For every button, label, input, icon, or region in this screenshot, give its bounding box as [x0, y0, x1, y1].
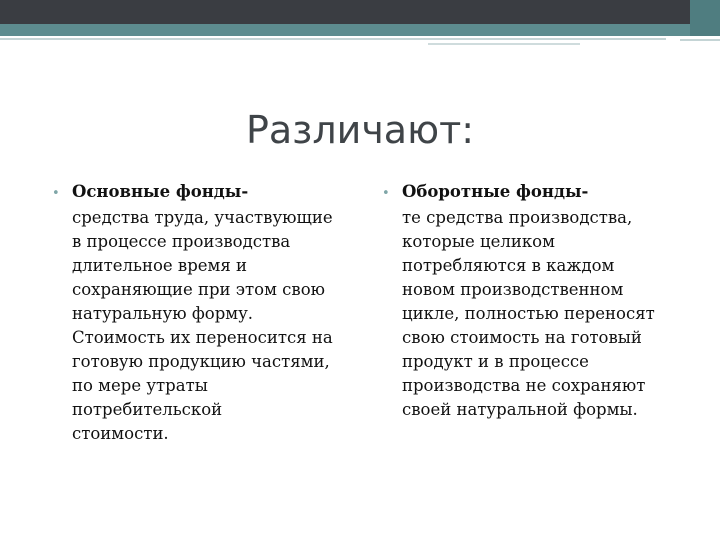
decorative-line: [680, 39, 720, 41]
teal-corner-block: [690, 0, 720, 36]
bullet-heading: Оборотные фонды-: [402, 182, 589, 201]
bullet-icon: •: [52, 186, 60, 201]
bullet-body: средства труда, участвующие в процессе производства длительное время и сохраняющие при этом свою натуральную форму. Стоимость их переносится на готовую продукцию частями, по мере утраты потребительской стоимости.: [72, 208, 333, 443]
bullet-heading: Основные фонды-: [72, 182, 249, 201]
bullet-item: [382, 180, 682, 206]
slide-title: [0, 108, 720, 152]
decorative-line: [0, 38, 666, 40]
teal-accent-bar: [0, 24, 720, 36]
left-column: [52, 180, 352, 446]
right-column: [382, 180, 682, 422]
decorative-line: [428, 43, 580, 45]
bullet-item: [52, 180, 352, 206]
top-decorative-bar: [0, 0, 720, 24]
slide-title-text: Различают:: [245, 108, 475, 152]
bullet-icon: •: [382, 186, 390, 201]
bullet-body: те средства производства, которые целиком потребляются в каждом новом производственном цикле, полностью переносят свою стоимость на готовый продукт и в процессе производства не сохраняют своей натуральной формы.: [402, 208, 655, 419]
